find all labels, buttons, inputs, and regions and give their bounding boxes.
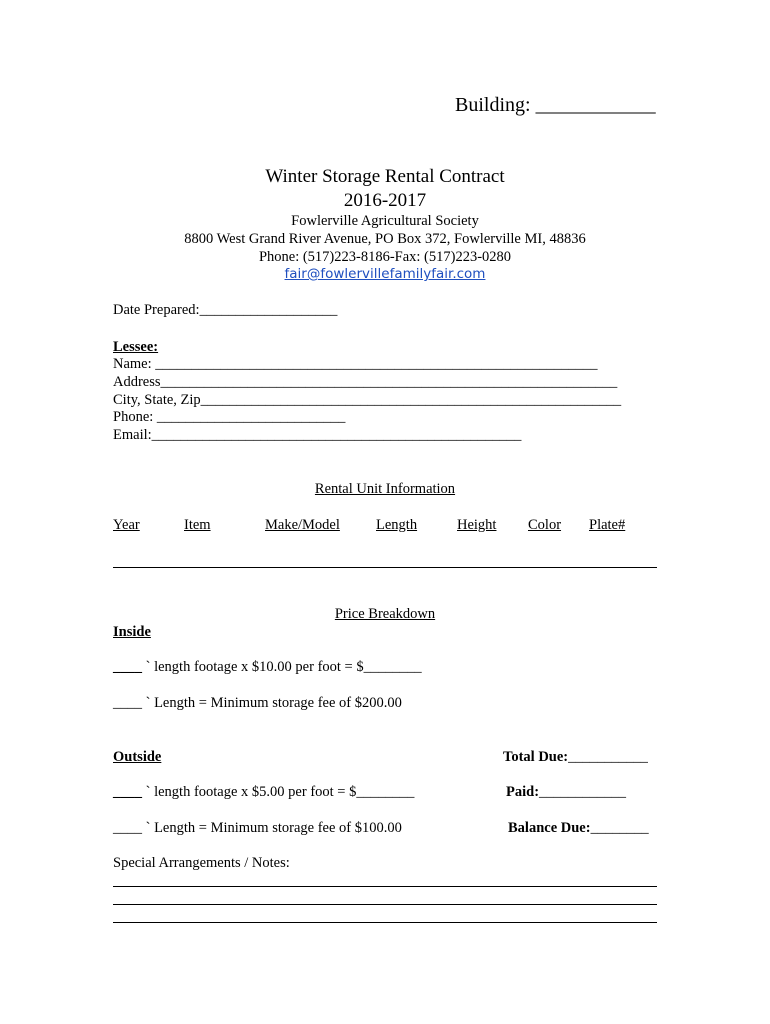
- rental-unit-entry-line[interactable]: [113, 567, 657, 568]
- contract-title: Winter Storage Rental Contract: [265, 166, 505, 187]
- column-height: Height: [457, 517, 497, 533]
- organization-email-link[interactable]: fair@fowlervillefamilyfair.com: [284, 266, 486, 282]
- organization-name: Fowlerville Agricultural Society: [291, 213, 479, 229]
- outside-minimum-blank[interactable]: ____: [113, 820, 142, 836]
- lessee-phone-blank[interactable]: __________________________: [156, 409, 346, 425]
- lessee-email-field: [113, 427, 521, 444]
- total-due-field: [503, 749, 648, 766]
- inside-footage-text: ` length footage x $10.00 per foot = $________: [142, 659, 422, 675]
- contract-years: 2016-2017: [343, 190, 427, 211]
- lessee-name-field: [113, 356, 598, 373]
- paid-blank[interactable]: ____________: [539, 784, 627, 800]
- balance-due-field: [508, 820, 649, 837]
- outside-footage-line: [113, 784, 414, 801]
- building-field: [455, 94, 656, 117]
- balance-due-blank[interactable]: ________: [590, 820, 649, 836]
- rental-unit-heading: Rental Unit Information: [314, 481, 456, 497]
- inside-heading: Inside: [113, 624, 151, 640]
- column-color: Color: [528, 517, 562, 533]
- lessee-phone-field: [113, 409, 345, 426]
- building-label: Building:: [455, 94, 536, 116]
- lessee-name-blank[interactable]: _____________________________________________________________: [155, 356, 598, 372]
- lessee-city-blank[interactable]: __________________________________________________________: [200, 392, 622, 408]
- column-year: Year: [113, 517, 140, 533]
- lessee-city-field: [113, 392, 621, 409]
- lessee-city-label: City, State, Zip: [113, 392, 201, 408]
- outside-footage-text: ` length footage x $5.00 per foot = $________: [142, 784, 415, 800]
- column-item: Item: [184, 517, 211, 533]
- balance-due-label: Balance Due:: [508, 820, 591, 836]
- notes-line-1[interactable]: [113, 886, 657, 887]
- total-due-blank[interactable]: ___________: [568, 749, 648, 765]
- outside-footage-blank[interactable]: ____: [113, 784, 142, 800]
- inside-footage-blank[interactable]: ____: [113, 659, 142, 675]
- inside-minimum-blank[interactable]: ____: [113, 695, 142, 711]
- column-plate: Plate#: [589, 517, 626, 533]
- lessee-email-label: Email:: [113, 427, 152, 443]
- inside-minimum-line: [113, 695, 402, 712]
- lessee-phone-label: Phone:: [113, 409, 157, 425]
- notes-line-3[interactable]: [113, 922, 657, 923]
- paid-field: [506, 784, 626, 801]
- date-prepared-label: Date Prepared:: [113, 302, 200, 318]
- organization-email-row: [0, 266, 770, 283]
- total-due-label: Total Due:: [503, 749, 569, 765]
- lessee-email-blank[interactable]: ___________________________________________________: [151, 427, 522, 443]
- date-prepared-field: [113, 302, 337, 319]
- date-prepared-blank[interactable]: ___________________: [199, 302, 338, 318]
- inside-minimum-text: ` Length = Minimum storage fee of $200.00: [142, 695, 402, 711]
- lessee-address-blank[interactable]: _______________________________________________________________: [160, 374, 618, 390]
- lessee-heading: Lessee:: [113, 339, 159, 355]
- lessee-address-field: [113, 374, 617, 391]
- column-length: Length: [376, 517, 418, 533]
- price-breakdown-heading: Price Breakdown: [334, 606, 436, 622]
- inside-footage-line: [113, 659, 422, 676]
- building-blank[interactable]: ____________: [535, 94, 656, 116]
- organization-address: 8800 West Grand River Avenue, PO Box 372, Fowlerville MI, 48836: [184, 231, 586, 247]
- notes-line-2[interactable]: [113, 904, 657, 905]
- notes-label: Special Arrangements / Notes:: [113, 855, 290, 871]
- lessee-name-label: Name:: [113, 356, 156, 372]
- lessee-address-label: Address: [113, 374, 161, 390]
- outside-minimum-text: ` Length = Minimum storage fee of $100.00: [142, 820, 402, 836]
- outside-minimum-line: [113, 820, 402, 837]
- organization-phone: Phone: (517)223-8186-Fax: (517)223-0280: [258, 249, 512, 265]
- outside-heading: Outside: [113, 749, 162, 765]
- paid-label: Paid:: [506, 784, 540, 800]
- column-make-model: Make/Model: [265, 517, 340, 533]
